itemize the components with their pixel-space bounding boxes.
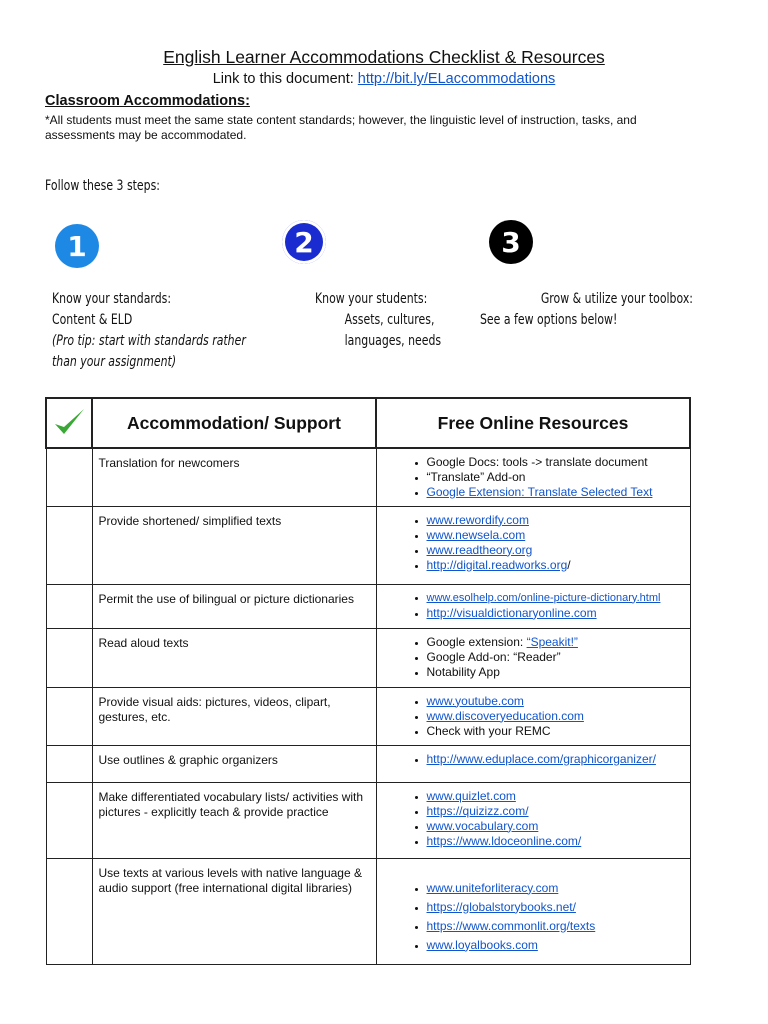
accommodation-cell: Translation for newcomers — [92, 448, 376, 506]
resource-link[interactable]: Google Extension: Translate Selected Text — [426, 485, 653, 499]
check-cell[interactable] — [46, 506, 92, 584]
table-row — [46, 745, 690, 782]
resource-item — [427, 513, 690, 528]
table-row — [46, 506, 690, 584]
step-2-text: Know your students: Assets, cultures, languages, needs — [315, 291, 442, 349]
check-cell[interactable] — [46, 745, 92, 782]
resource-item — [427, 789, 690, 804]
accommodation-cell: Provide shortened/ simplified texts — [92, 506, 376, 584]
accommodation-cell: Use texts at various levels with native language & audio support (free international digital libraries) — [92, 858, 376, 964]
resource-link[interactable]: www.esolhelp.com/online-picture-dictionary.html — [426, 591, 661, 604]
resource-link[interactable]: www.readtheory.org — [426, 542, 533, 557]
resource-item — [427, 938, 690, 953]
resource-item — [427, 900, 690, 915]
resource-item: • http://digital.readworks.org/ — [427, 558, 690, 573]
resource-link[interactable]: http://www.eduplace.com/graphicorganizer/ — [426, 751, 656, 766]
steps-intro: Follow these 3 steps: — [45, 178, 160, 194]
check-cell[interactable] — [46, 628, 92, 687]
section-note: *All students must meet the same state content standards; however, the linguistic level of instruction, tasks, and assessments may be accommodated. — [45, 113, 637, 142]
resource-link[interactable]: www.discoveryeducation.com — [426, 708, 584, 723]
accommodations-table — [45, 397, 691, 965]
resource-item — [427, 694, 690, 709]
section-heading: Classroom Accommodations: — [45, 93, 250, 109]
resource-link[interactable]: www.rewordify.com — [426, 512, 529, 527]
resource-item — [427, 606, 690, 621]
resource-link[interactable]: https://quizizz.com/ — [426, 803, 529, 818]
resource-item — [427, 543, 690, 558]
resource-item — [427, 819, 690, 834]
resource-item — [427, 881, 690, 896]
resources-cell — [376, 782, 690, 858]
check-header-cell — [46, 398, 92, 448]
resource-item — [427, 709, 690, 724]
accommodation-cell: Provide visual aids: pictures, videos, clipart, gestures, etc. — [92, 687, 376, 745]
resources-cell — [376, 584, 690, 628]
step-1-text: Know your standards: Content & ELD (Pro tip: start with standards rather than your assignment) — [52, 291, 246, 370]
resource-item — [427, 752, 690, 767]
table-row — [46, 448, 690, 506]
resource-link[interactable]: www.newsela.com — [426, 527, 526, 542]
resource-item: • Google Add-on: “Reader” — [427, 650, 690, 665]
resource-link[interactable]: www.loyalbooks.com — [426, 937, 538, 952]
resource-item — [427, 485, 690, 500]
resource-link[interactable]: www.quizlet.com — [426, 788, 516, 803]
check-cell[interactable] — [46, 858, 92, 964]
resource-item: • Google Docs: tools -> translate document — [427, 455, 690, 470]
resource-item — [427, 528, 690, 543]
resource-link[interactable]: https://www.ldoceonline.com/ — [426, 833, 582, 848]
document-title: English Learner Accommodations Checklist & Resources — [163, 47, 605, 67]
resource-item — [427, 919, 690, 934]
resource-link[interactable]: www.uniteforliteracy.com — [426, 880, 559, 895]
resource-item: • “Translate” Add-on — [427, 470, 690, 485]
step-2-icon: 2 — [282, 220, 326, 264]
table-header-row — [46, 398, 690, 448]
resource-link[interactable]: “Speakit!” — [526, 634, 578, 649]
accommodation-cell: Use outlines & graphic organizers — [92, 745, 376, 782]
step-1-icon: 1 — [55, 224, 99, 268]
resource-item — [427, 591, 690, 606]
resource-item: • Check with your REMC — [427, 724, 690, 739]
resource-link[interactable]: www.vocabulary.com — [426, 818, 539, 833]
check-cell[interactable] — [46, 584, 92, 628]
link-prefix: Link to this document: — [212, 71, 358, 87]
resource-link[interactable]: http://visualdictionaryonline.com — [426, 605, 597, 620]
resources-cell — [376, 448, 690, 506]
resource-item — [427, 834, 690, 849]
resource-link[interactable]: http://digital.readworks.org — [426, 557, 568, 572]
document-link[interactable]: http://bit.ly/ELaccommodations — [357, 71, 556, 87]
document-link-line — [0, 71, 768, 87]
resource-item: • Google extension: “Speakit!” — [427, 635, 690, 650]
check-cell[interactable] — [46, 448, 92, 506]
table-row — [46, 782, 690, 858]
table-row — [46, 687, 690, 745]
resources-cell — [376, 745, 690, 782]
check-cell[interactable] — [46, 687, 92, 745]
accommodation-header: Accommodation/ Support — [92, 398, 376, 448]
resources-cell — [376, 687, 690, 745]
table-row — [46, 628, 690, 687]
table-row — [46, 584, 690, 628]
step-3-icon: 3 — [489, 220, 533, 264]
resource-link[interactable]: www.youtube.com — [426, 693, 524, 708]
resources-cell — [376, 506, 690, 584]
accommodation-cell: Make differentiated vocabulary lists/ activities with pictures - explicitly teach & provide practice — [92, 782, 376, 858]
resource-link[interactable]: https://globalstorybooks.net/ — [426, 899, 576, 914]
accommodation-cell: Permit the use of bilingual or picture dictionaries — [92, 584, 376, 628]
table-row — [46, 858, 690, 964]
resource-item: • Notability App — [427, 665, 690, 680]
accommodation-cell: Read aloud texts — [92, 628, 376, 687]
check-cell[interactable] — [46, 782, 92, 858]
resource-item — [427, 804, 690, 819]
resources-cell — [376, 858, 690, 964]
step-3-text: Grow & utilize your toolbox: See a few options below! — [480, 291, 693, 328]
resources-header: Free Online Resources — [376, 398, 690, 448]
checkmark-icon — [51, 404, 87, 440]
resource-link[interactable]: https://www.commonlit.org/texts — [426, 918, 596, 933]
resources-cell — [376, 628, 690, 687]
